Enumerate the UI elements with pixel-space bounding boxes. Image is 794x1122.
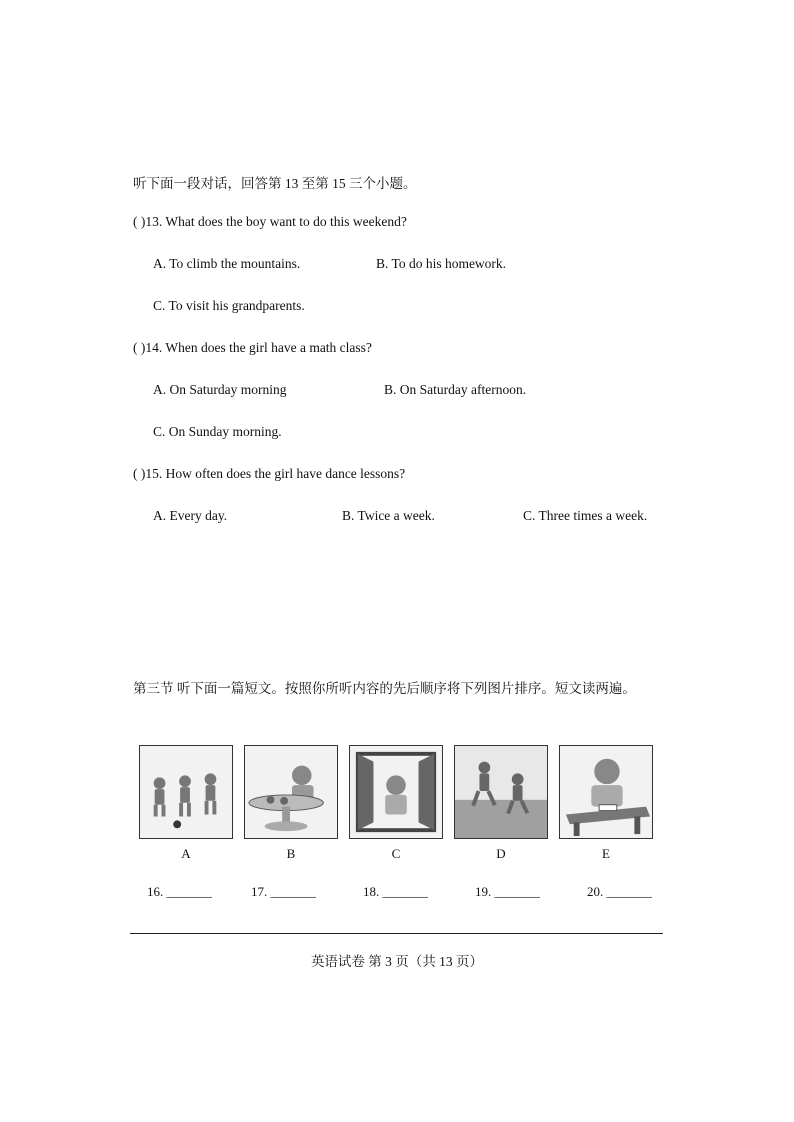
answer-blank-17[interactable]: 17. _______ (251, 884, 316, 899)
question-15-stem: ( )15. How often does the girl have dance lessons? (133, 466, 406, 481)
picture-label-d: D (496, 846, 506, 861)
answer-blank-18[interactable]: 18. _______ (363, 884, 428, 899)
answer-blank-16[interactable]: 16. _______ (147, 884, 212, 899)
question-13-option-b: B. To do his homework. (376, 256, 507, 271)
picture-e-boy-writing-at-desk (559, 745, 653, 839)
section-intro: 听下面一段对话，回答第 13 至第 15 三个小题。 (133, 176, 417, 191)
picture-c-boy-at-window (349, 745, 443, 839)
question-13-option-c: C. To visit his grandparents. (153, 298, 305, 313)
question-14-stem: ( )14. When does the girl have a math class? (133, 340, 372, 355)
answer-blank-20[interactable]: 20. _______ (587, 884, 652, 899)
section3-heading: 第三节 听下面一篇短文。按照你所听内容的先后顺序将下列图片排序。短文读两遍。 (133, 681, 636, 696)
question-14-option-a: A. On Saturday morning (153, 382, 287, 397)
picture-a-kids-playing-football (139, 745, 233, 839)
question-15-option-b: B. Twice a week. (342, 508, 435, 523)
question-15-option-c: C. Three times a week. (523, 508, 648, 523)
answer-blank-19[interactable]: 19. _______ (475, 884, 540, 899)
question-13-option-a: A. To climb the mountains. (153, 256, 301, 271)
footer-divider (130, 933, 663, 934)
picture-label-c: C (391, 846, 401, 861)
question-14-option-c: C. On Sunday morning. (153, 424, 282, 439)
question-15-option-a: A. Every day. (153, 508, 228, 523)
question-13-stem: ( )13. What does the boy want to do this weekend? (133, 214, 407, 229)
page-footer: 英语试卷 第 3 页（共 13 页） (310, 954, 484, 969)
picture-b-boy-eating-at-table (244, 745, 338, 839)
picture-label-b: B (286, 846, 296, 861)
question-14-option-b: B. On Saturday afternoon. (384, 382, 527, 397)
picture-label-e: E (602, 846, 610, 861)
picture-label-a: A (181, 846, 191, 861)
picture-d-kids-running (454, 745, 548, 839)
